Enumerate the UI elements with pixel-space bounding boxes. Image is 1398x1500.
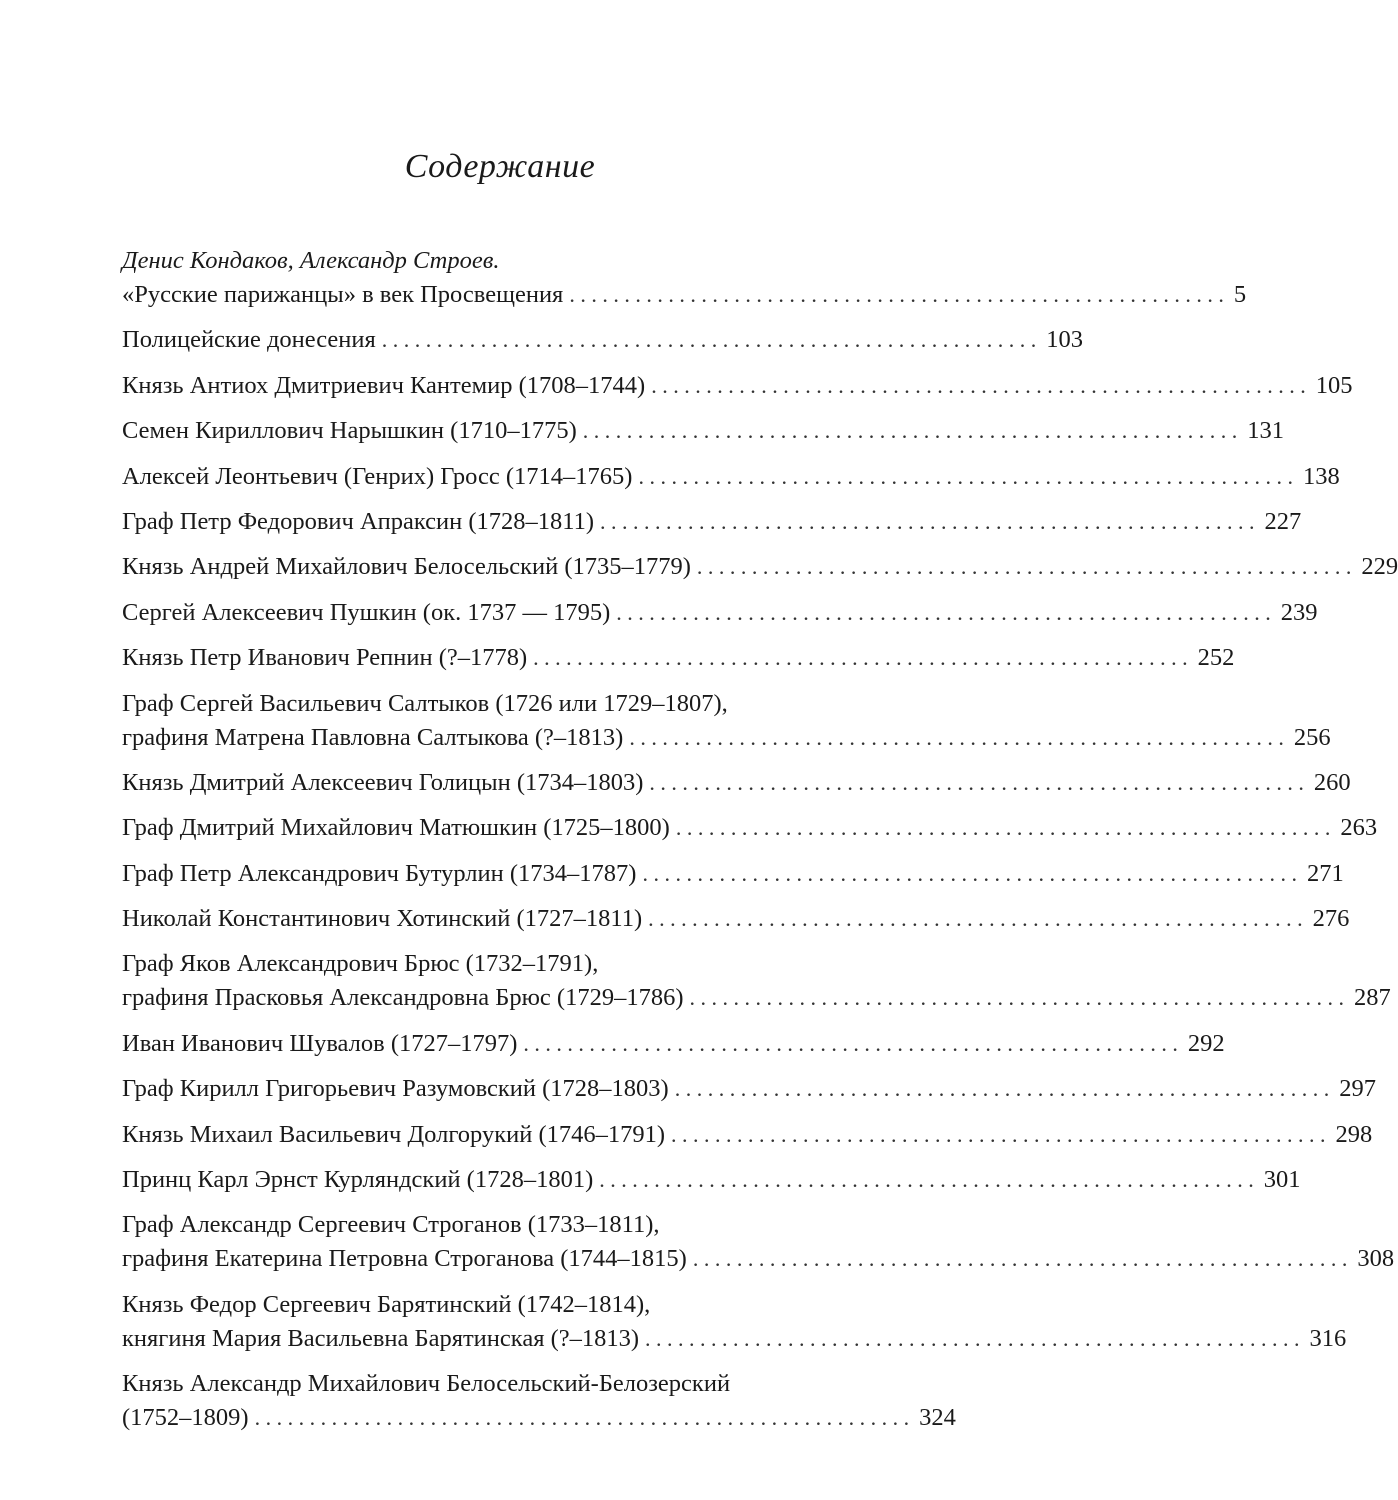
toc-entry-row	[122, 1242, 1395, 1276]
dot-leader: . . . . . . . . . . . . . . . . . . . . . . . . . . . . . . . . . . . . . . . . . . . . . . . . . . . . . . . . . . . .	[569, 282, 1224, 307]
toc-entry[interactable]	[122, 687, 1331, 755]
toc-entry-row	[122, 857, 1344, 891]
toc-page-number: 103	[1046, 326, 1084, 354]
toc-entry[interactable]	[122, 369, 1353, 403]
toc-entry-row	[122, 1401, 956, 1435]
toc-entry[interactable]	[122, 1027, 1225, 1061]
dot-leader: . . . . . . . . . . . . . . . . . . . . . . . . . . . . . . . . . . . . . . . . . . . . . . . . . . . . . . . . . . . .	[638, 463, 1293, 489]
toc-entry[interactable]	[122, 244, 1247, 312]
toc-entry[interactable]	[122, 1072, 1376, 1106]
toc-entry-title: «Русские парижанцы» в век Просвещения	[122, 281, 564, 308]
toc-page-number: 105	[1315, 371, 1353, 399]
table-of-contents	[122, 244, 1398, 1447]
toc-entry[interactable]	[122, 460, 1340, 494]
toc-page-number: 308	[1357, 1245, 1395, 1273]
toc-entry[interactable]	[122, 1118, 1373, 1152]
toc-page-number: 298	[1335, 1120, 1373, 1148]
dot-leader: . . . . . . . . . . . . . . . . . . . . . . . . . . . . . . . . . . . . . . . . . . . . . . . . . . . . . . . . . . . .	[533, 645, 1188, 671]
toc-entry[interactable]	[122, 1367, 956, 1435]
toc-page-number: 324	[919, 1404, 956, 1432]
toc-page-number: 5	[1233, 281, 1247, 308]
toc-entry-row	[122, 1163, 1301, 1197]
toc-entry-title: Алексей Леонтьевич (Генрих) Гросс (1714–1765)	[122, 462, 633, 490]
toc-entry-row	[122, 414, 1284, 448]
toc-entry-title-line: Граф Яков Александрович Брюс (1732–1791),	[122, 950, 599, 978]
toc-entry-row	[122, 902, 1350, 936]
toc-entry-row	[122, 981, 1391, 1015]
toc-entry[interactable]	[122, 323, 1084, 357]
dot-leader: . . . . . . . . . . . . . . . . . . . . . . . . . . . . . . . . . . . . . . . . . . . . . . . . . . . . . . . . . . . .	[675, 815, 1331, 841]
toc-entry-row	[122, 460, 1340, 494]
dot-leader: . . . . . . . . . . . . . . . . . . . . . . . . . . . . . . . . . . . . . . . . . . . . . . . . . . . . . . . . . . . .	[599, 1167, 1254, 1193]
toc-entry-title: Полицейские донесения	[122, 326, 376, 354]
toc-entry-title: Граф Петр Федорович Апраксин (1728–1811)	[122, 507, 595, 535]
toc-page-number: 227	[1264, 507, 1302, 535]
dot-leader: . . . . . . . . . . . . . . . . . . . . . . . . . . . . . . . . . . . . . . . . . . . . . . . . . . . . . . . . . . . .	[689, 985, 1344, 1011]
toc-entry-title: Принц Карл Эрнст Курляндский (1728–1801)	[122, 1166, 594, 1194]
toc-entry-title: Князь Антиох Дмитриевич Кантемир (1708–1744)	[122, 371, 646, 399]
toc-entry-title: Князь Андрей Михайлович Белосельский (1735–1779)	[122, 553, 691, 581]
toc-entry-row	[122, 721, 1331, 755]
toc-entry-title: Князь Михаил Васильевич Долгорукий (1746–1791)	[122, 1120, 666, 1148]
toc-entry-title: Князь Дмитрий Алексеевич Голицын (1734–1803)	[122, 768, 644, 796]
dot-leader: . . . . . . . . . . . . . . . . . . . . . . . . . . . . . . . . . . . . . . . . . . . . . . . . . . . . . . . . . . . .	[642, 860, 1297, 886]
toc-page-number: 131	[1247, 417, 1284, 445]
toc-entry-title: графиня Прасковья Александровна Брюс (1729–1786)	[122, 984, 684, 1012]
toc-page-number: 297	[1339, 1075, 1376, 1103]
dot-leader: . . . . . . . . . . . . . . . . . . . . . . . . . . . . . . . . . . . . . . . . . . . . . . . . . . . . . . . . . . . .	[254, 1405, 910, 1431]
toc-entry[interactable]	[122, 1163, 1301, 1197]
toc-entry-title-line: Князь Федор Сергеевич Барятинский (1742–1814),	[122, 1290, 651, 1318]
dot-leader: . . . . . . . . . . . . . . . . . . . . . . . . . . . . . . . . . . . . . . . . . . . . . . . . . . . . . . . . . . . .	[629, 724, 1284, 750]
toc-entry[interactable]	[122, 414, 1284, 448]
toc-page-number: 271	[1306, 859, 1344, 887]
toc-entry[interactable]	[122, 811, 1378, 845]
dot-leader: . . . . . . . . . . . . . . . . . . . . . . . . . . . . . . . . . . . . . . . . . . . . . . . . . . . . . . . . . . . .	[600, 508, 1255, 534]
toc-entry-title-line: Граф Сергей Васильевич Салтыков (1726 или 1729–1807),	[122, 689, 728, 717]
toc-entry[interactable]	[122, 947, 1391, 1015]
toc-entry[interactable]	[122, 1288, 1347, 1356]
dot-leader: . . . . . . . . . . . . . . . . . . . . . . . . . . . . . . . . . . . . . . . . . . . . . . . . . . . . . . . . . . . .	[645, 1325, 1300, 1351]
dot-leader: . . . . . . . . . . . . . . . . . . . . . . . . . . . . . . . . . . . . . . . . . . . . . . . . . . . . . . . . . . . .	[671, 1121, 1326, 1147]
toc-entry-row	[122, 766, 1351, 800]
toc-entry-title: Иван Иванович Шувалов (1727–1797)	[122, 1029, 518, 1057]
toc-entry[interactable]	[122, 766, 1351, 800]
toc-page-number: 287	[1353, 984, 1391, 1012]
toc-entry-title: Граф Дмитрий Михайлович Матюшкин (1725–1800)	[122, 814, 670, 842]
toc-entry[interactable]	[122, 505, 1302, 539]
toc-page-number: 252	[1197, 644, 1235, 672]
toc-entry-row	[122, 323, 1084, 357]
toc-entry-author: Денис Кондаков, Александр Строев.	[122, 247, 500, 274]
toc-entry-title: Семен Кириллович Нарышкин (1710–1775)	[122, 417, 577, 445]
dot-leader: . . . . . . . . . . . . . . . . . . . . . . . . . . . . . . . . . . . . . . . . . . . . . . . . . . . . . . . . . . . .	[582, 418, 1238, 444]
toc-entry-title-line: Граф Александр Сергеевич Строганов (1733–1811),	[122, 1211, 660, 1239]
toc-page-number: 260	[1313, 768, 1351, 796]
toc-page-number: 276	[1312, 905, 1350, 933]
toc-entry-row	[122, 596, 1318, 630]
toc-entry-row	[122, 1072, 1376, 1106]
toc-entry-title: графиня Екатерина Петровна Строганова (1744–1815)	[122, 1245, 687, 1273]
toc-entry-title: Сергей Алексеевич Пушкин (ок. 1737 — 1795)	[122, 598, 611, 626]
toc-entry-title-line: Князь Александр Михайлович Белосельский-Белозерский	[122, 1370, 731, 1398]
toc-entry[interactable]	[122, 1208, 1395, 1276]
dot-leader: . . . . . . . . . . . . . . . . . . . . . . . . . . . . . . . . . . . . . . . . . . . . . . . . . . . . . . . . . . . .	[523, 1030, 1178, 1056]
toc-entry-title: Граф Петр Александрович Бутурлин (1734–1787)	[122, 859, 637, 887]
toc-page-number: 292	[1187, 1029, 1225, 1057]
toc-entry-row	[122, 505, 1302, 539]
toc-entry-row	[122, 1027, 1225, 1061]
toc-page-number: 138	[1302, 462, 1340, 490]
toc-entry[interactable]	[122, 902, 1350, 936]
toc-entry-title: Николай Константинович Хотинский (1727–1811)	[122, 905, 643, 933]
dot-leader: . . . . . . . . . . . . . . . . . . . . . . . . . . . . . . . . . . . . . . . . . . . . . . . . . . . . . . . . . . . .	[696, 554, 1352, 580]
dot-leader: . . . . . . . . . . . . . . . . . . . . . . . . . . . . . . . . . . . . . . . . . . . . . . . . . . . . . . . . . . . .	[648, 906, 1303, 932]
toc-entry-title: княгиня Мария Васильевна Барятинская (?–1813)	[122, 1324, 640, 1352]
dot-leader: . . . . . . . . . . . . . . . . . . . . . . . . . . . . . . . . . . . . . . . . . . . . . . . . . . . . . . . . . . . .	[616, 599, 1271, 625]
toc-entry-title: Граф Кирилл Григорьевич Разумовский (1728–1803)	[122, 1075, 669, 1103]
page-title: Содержание	[404, 148, 596, 185]
toc-entry-title: Князь Петр Иванович Репнин (?–1778)	[122, 644, 528, 672]
toc-entry[interactable]	[122, 857, 1344, 891]
toc-entry[interactable]	[122, 550, 1398, 584]
toc-entry-row	[122, 369, 1353, 403]
toc-entry-row	[122, 1118, 1373, 1152]
toc-page-number: 263	[1340, 814, 1378, 842]
toc-entry[interactable]	[122, 596, 1318, 630]
dot-leader: . . . . . . . . . . . . . . . . . . . . . . . . . . . . . . . . . . . . . . . . . . . . . . . . . . . . . . . . . . . .	[649, 769, 1304, 795]
toc-page-number: 301	[1263, 1166, 1301, 1194]
toc-entry-row	[122, 550, 1398, 584]
toc-entry-row	[122, 811, 1378, 845]
dot-leader: . . . . . . . . . . . . . . . . . . . . . . . . . . . . . . . . . . . . . . . . . . . . . . . . . . . . . . . . . . . .	[692, 1246, 1348, 1272]
toc-entry-row	[122, 1322, 1347, 1356]
toc-entry-row	[122, 641, 1235, 675]
toc-entry[interactable]	[122, 641, 1235, 675]
toc-page-number: 316	[1309, 1324, 1347, 1352]
dot-leader: . . . . . . . . . . . . . . . . . . . . . . . . . . . . . . . . . . . . . . . . . . . . . . . . . . . . . . . . . . . .	[651, 372, 1306, 398]
dot-leader: . . . . . . . . . . . . . . . . . . . . . . . . . . . . . . . . . . . . . . . . . . . . . . . . . . . . . . . . . . . .	[381, 327, 1037, 353]
toc-page-number: 229	[1361, 553, 1398, 581]
toc-page-number: 239	[1280, 598, 1318, 626]
toc-page-number: 256	[1293, 723, 1331, 751]
toc-entry-title: графиня Матрена Павловна Салтыкова (?–1813)	[122, 723, 624, 751]
dot-leader: . . . . . . . . . . . . . . . . . . . . . . . . . . . . . . . . . . . . . . . . . . . . . . . . . . . . . . . . . . . .	[674, 1076, 1330, 1102]
toc-entry-title: (1752–1809)	[122, 1404, 249, 1432]
toc-entry-row	[122, 278, 1247, 312]
